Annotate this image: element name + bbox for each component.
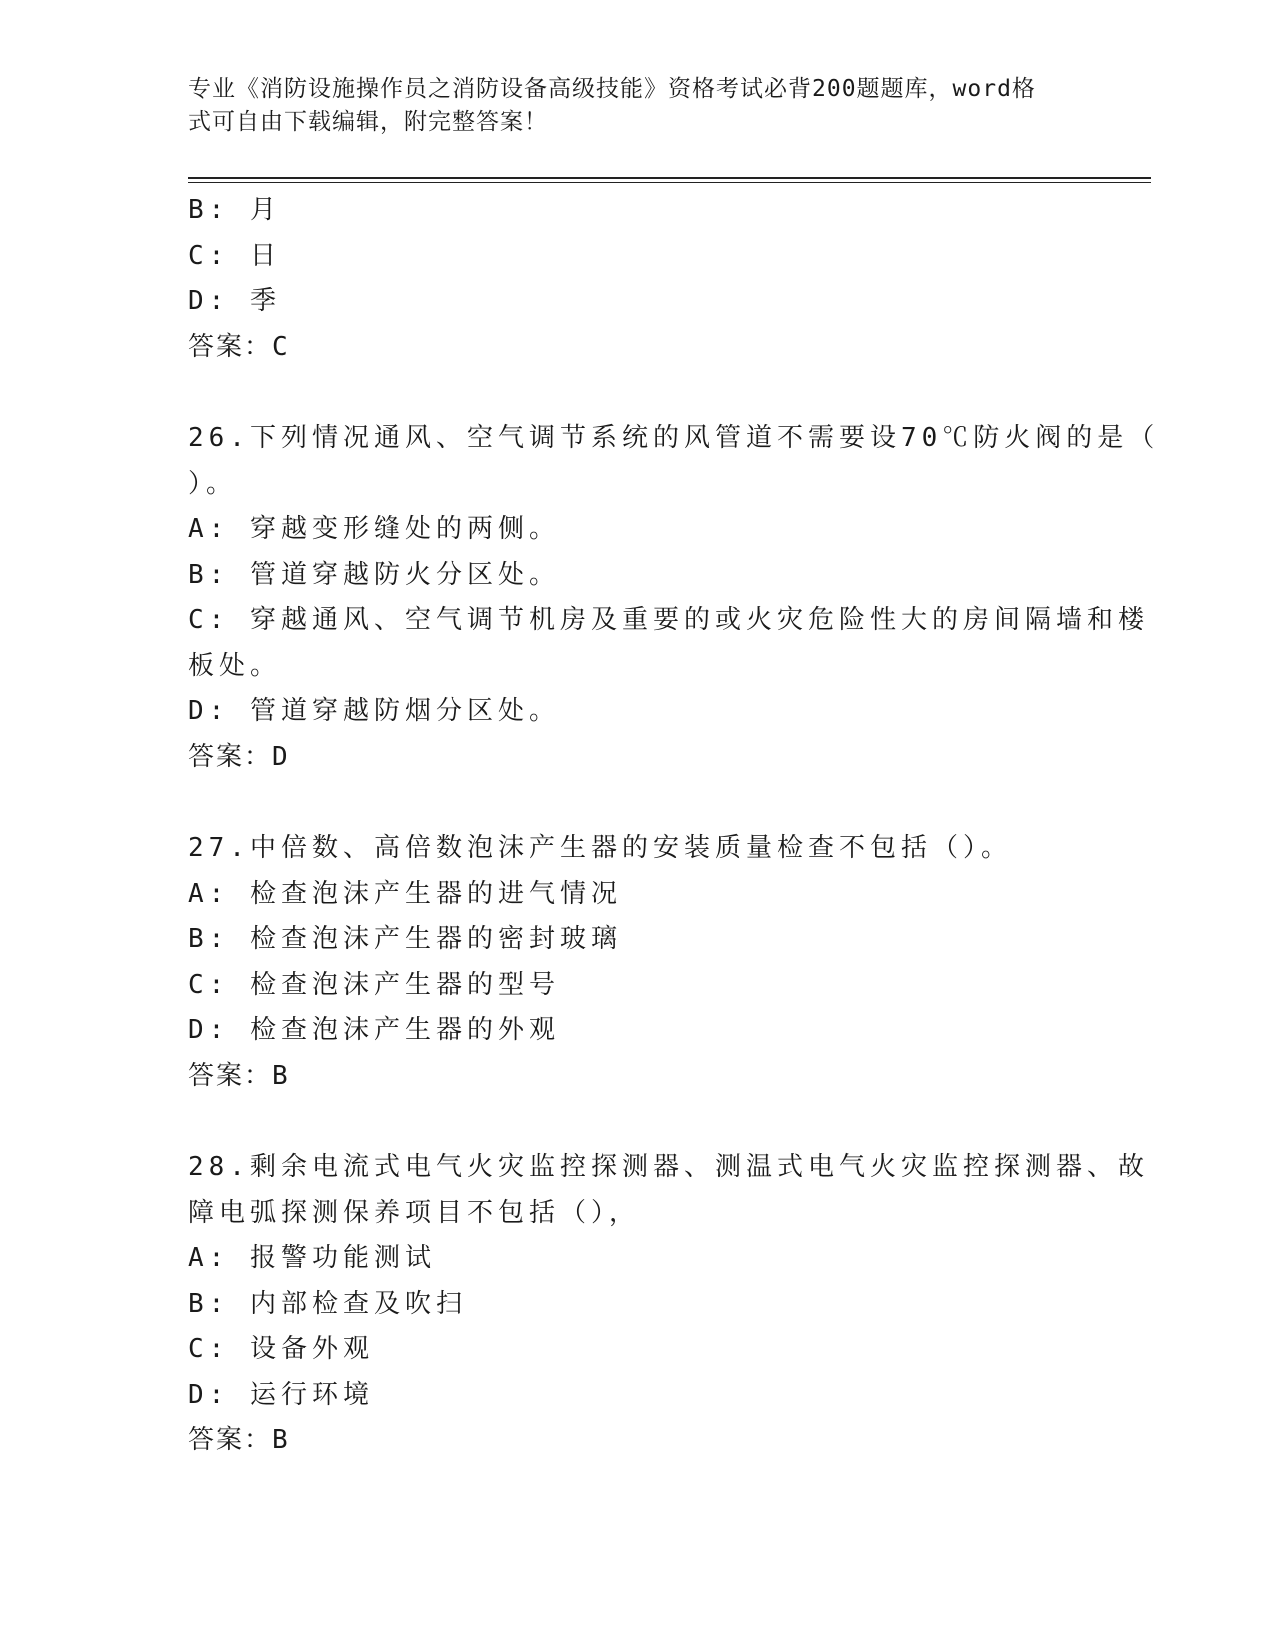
option-a: A: 报警功能测试 (188, 1243, 436, 1273)
header-divider-thick (188, 177, 1151, 179)
option-b: B: 检查泡沫产生器的密封玻璃 (188, 924, 622, 954)
option-d: D: 管道穿越防烟分区处。 (188, 696, 560, 726)
option-c: C: 日 (188, 240, 281, 271)
question-25-tail (188, 188, 1088, 370)
question-stem: 28.剩余电流式电气火灾监控探测器、测温式电气火灾监控探测器、故 (188, 1152, 1149, 1182)
option-c: C: 检查泡沫产生器的型号 (188, 969, 560, 1000)
question-stem-cont: 障电弧探测保养项目不包括（）， (188, 1197, 641, 1228)
question-27 (188, 826, 1088, 1099)
option-c-cont: 板处。 (188, 650, 282, 681)
question-stem: 26.下列情况通风、空气调节系统的风管道不需要设70℃防火阀的是（ (188, 423, 1160, 453)
option-d: D: 运行环境 (188, 1379, 374, 1410)
header-divider-thin (188, 182, 1151, 183)
option-a: A: 穿越变形缝处的两侧。 (188, 514, 560, 544)
option-c: C: 设备外观 (188, 1334, 374, 1364)
answer: 答案：D (188, 741, 290, 772)
answer: 答案：B (188, 1060, 290, 1091)
header-line-1: 专业《消防设施操作员之消防设备高级技能》资格考试必背200题题库，word格 (188, 76, 1036, 102)
header-line-2: 式可自由下载编辑，附完整答案！ (188, 109, 548, 135)
option-b: B: 内部检查及吹扫 (188, 1288, 467, 1319)
question-28 (188, 1145, 1149, 1464)
option-b: B: 月 (188, 195, 281, 225)
question-stem-cont: ）。 (188, 468, 238, 499)
answer: 答案：C (188, 331, 290, 362)
option-d: D: 检查泡沫产生器的外观 (188, 1015, 560, 1045)
option-a: A: 检查泡沫产生器的进气情况 (188, 878, 622, 909)
option-c: C: 穿越通风、空气调节机房及重要的或火灾危险性大的房间隔墙和楼 (188, 605, 1149, 635)
option-b: B: 管道穿越防火分区处。 (188, 559, 560, 590)
option-d: D: 季 (188, 286, 281, 316)
question-26 (188, 416, 1160, 780)
question-list (188, 188, 1160, 1464)
answer: 答案：B (188, 1425, 290, 1455)
question-stem: 27.中倍数、高倍数泡沫产生器的安装质量检查不包括（）。 (188, 833, 1012, 863)
document-header (188, 73, 1068, 139)
